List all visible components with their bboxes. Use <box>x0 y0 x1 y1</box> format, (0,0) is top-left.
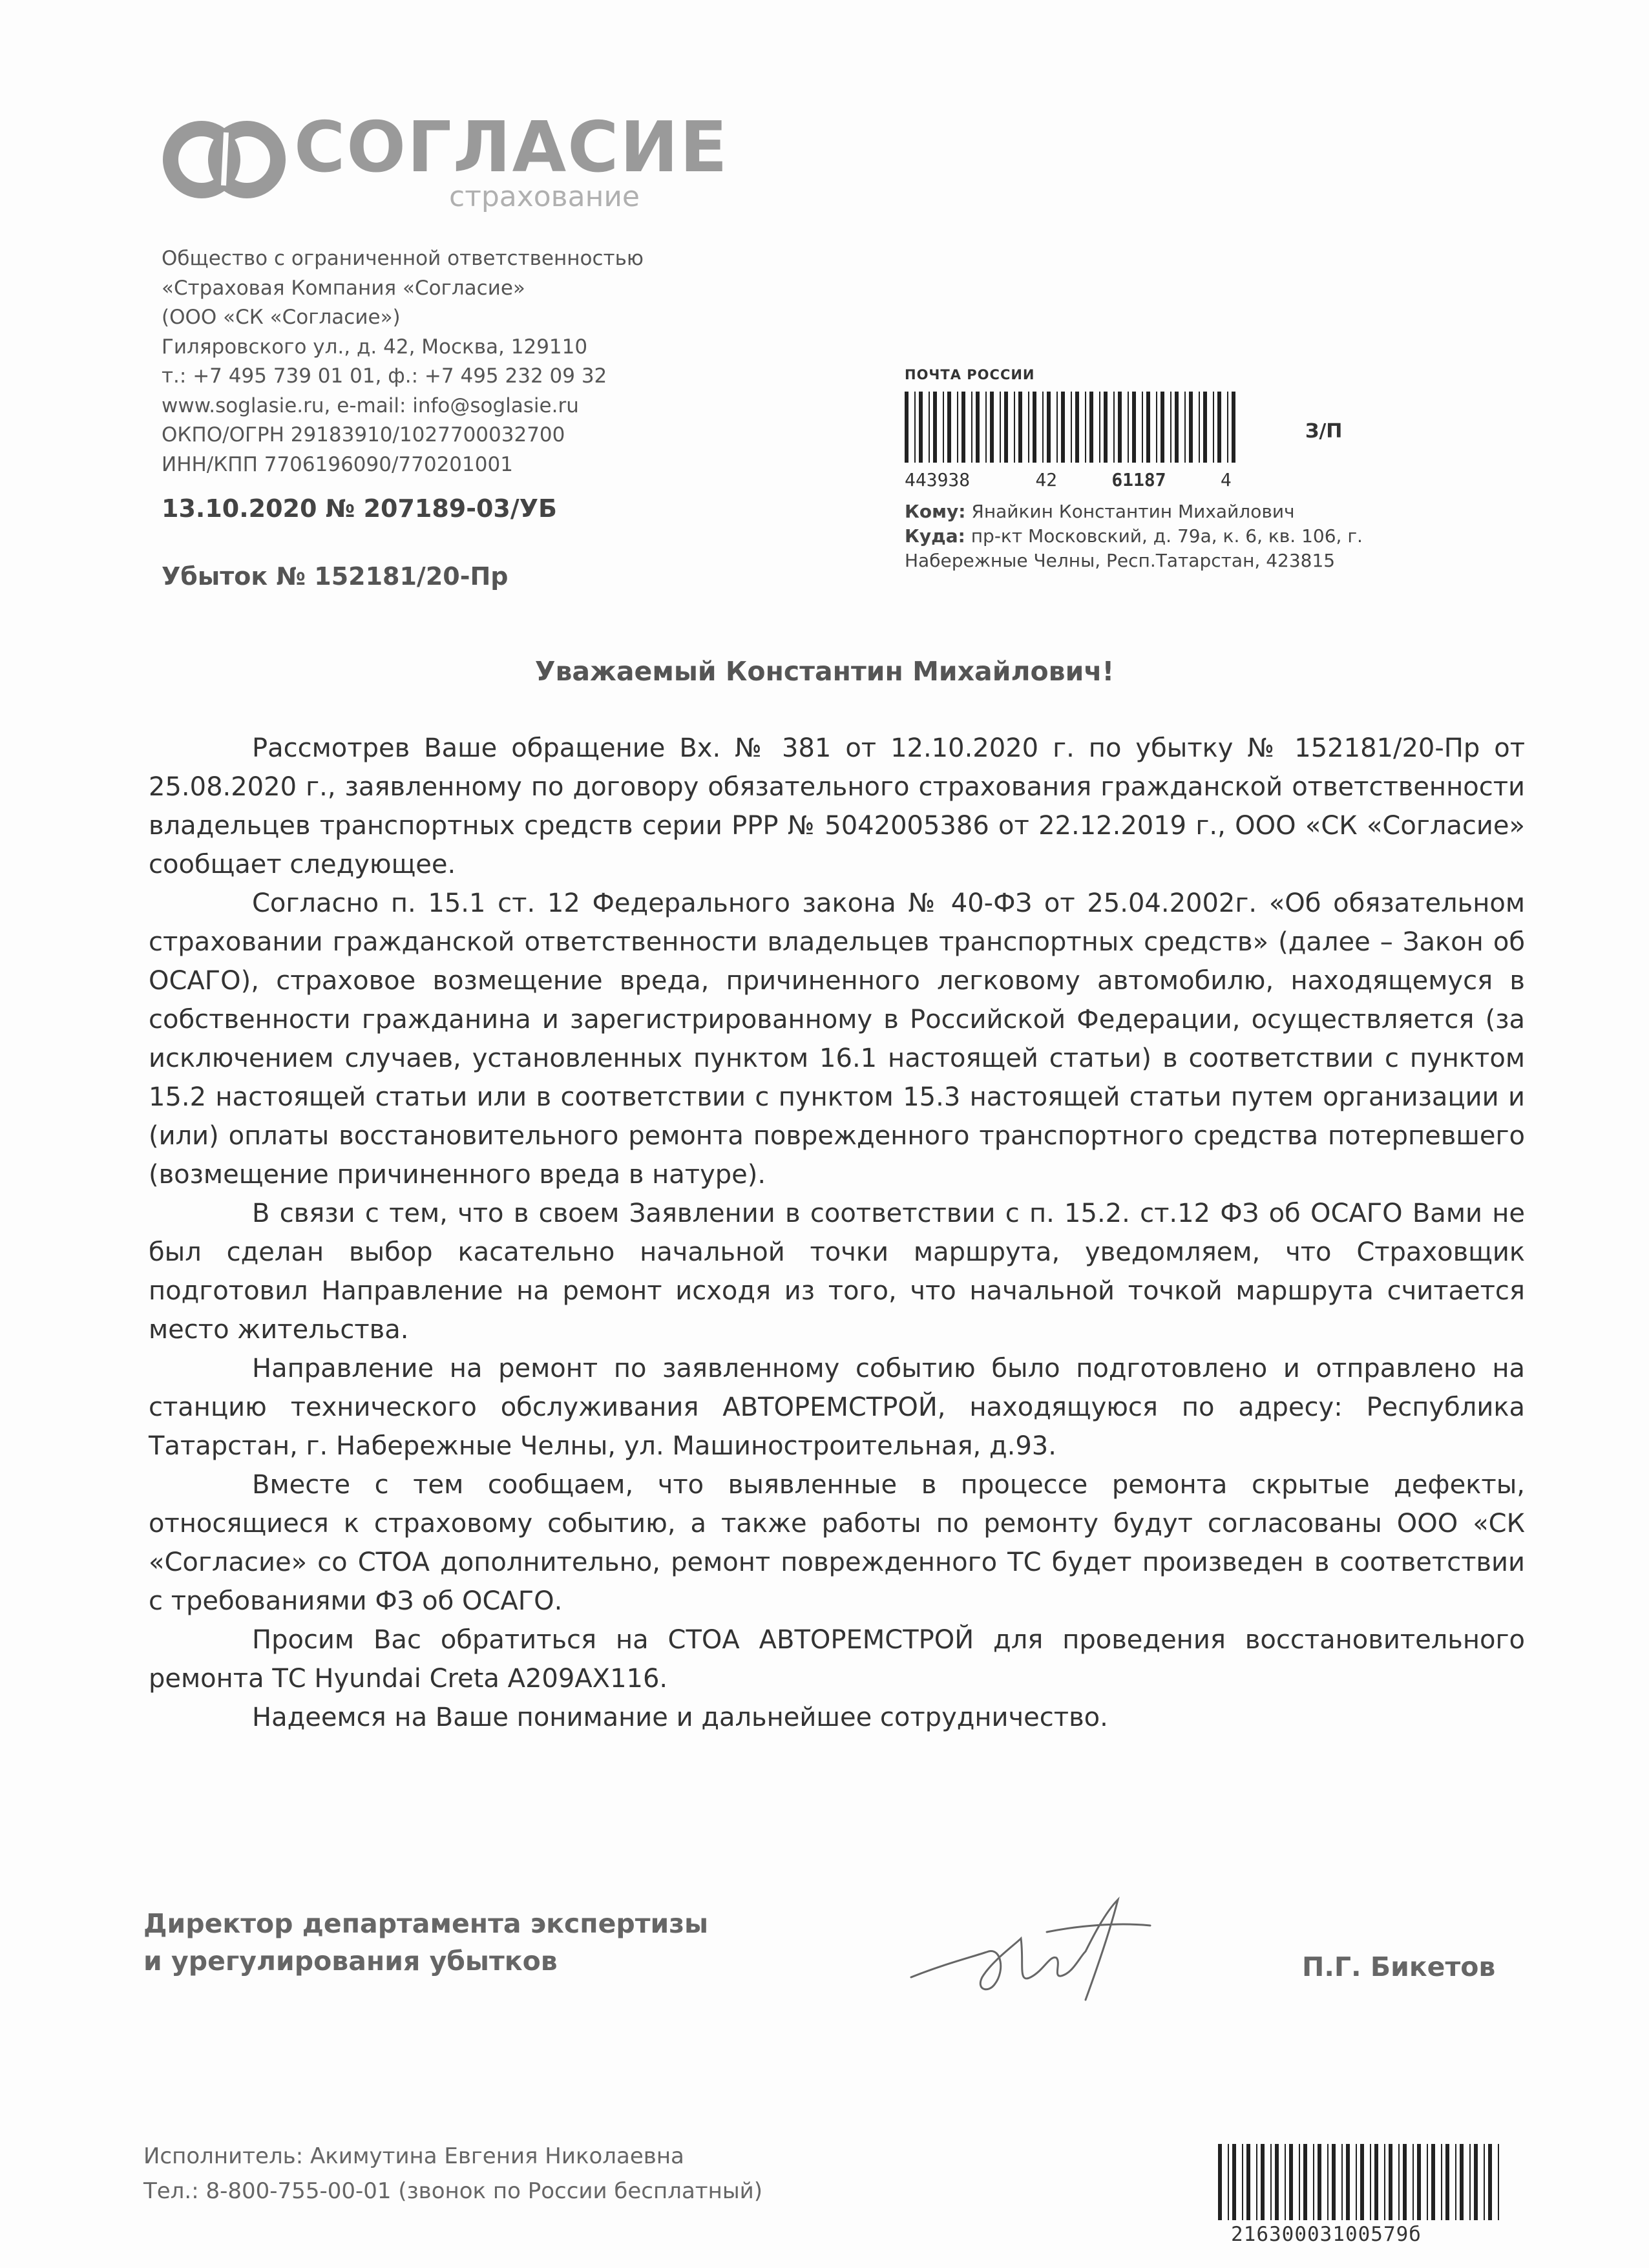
barcode-bar <box>1389 2144 1392 2220</box>
body-paragraph: Вместе с тем сообщаем, что выявленные в процессе ремонта скрытые дефекты, относящиеся к страховому событию, а также работы по ремонту будут согласованы ООО «СК «Согласие» со СТОА дополнительно, ремонт поврежденного ТС будет произведен в соответствии с требованиями ФЗ об ОСАГО. <box>149 1470 1525 1616</box>
barcode-bar <box>1232 2144 1236 2220</box>
barcode-bar <box>1071 392 1072 463</box>
barcode-bar <box>1156 392 1157 463</box>
sender-line: ОКПО/ОГРН 29183910/1027700032700 <box>162 423 565 446</box>
barcode-bar <box>1242 2144 1243 2220</box>
barcode-bar <box>1275 2144 1279 2220</box>
barcode-bar <box>914 392 916 463</box>
footer <box>143 2139 762 2209</box>
barcode-bar <box>1218 2144 1222 2220</box>
footer-barcode <box>1218 2144 1502 2220</box>
postal-code-part: 42 <box>1035 469 1058 490</box>
postal-code-part: 61187 <box>1111 469 1166 490</box>
barcode-bar <box>1184 392 1186 463</box>
barcode-bar <box>1318 2144 1321 2220</box>
barcode-bar <box>1360 2144 1364 2220</box>
barcode-bar <box>1427 2144 1428 2220</box>
sender-line: Общество с ограниченной ответственностью <box>162 247 644 270</box>
barcode-bar <box>1213 392 1214 463</box>
claim-number: Убыток № 152181/20-Пр <box>162 562 509 591</box>
signatory-title-line: и урегулирования убытков <box>143 1946 558 1977</box>
company-logo <box>162 107 729 216</box>
barcode-bar <box>1417 2144 1421 2220</box>
barcode-bar <box>1189 392 1193 463</box>
barcode-bar <box>1299 2144 1300 2220</box>
sender-line: Гиляровского ул., д. 42, Москва, 129110 <box>162 335 588 359</box>
sender-details <box>162 244 644 479</box>
barcode-bar <box>1175 392 1179 463</box>
postal-header: ПОЧТА РОССИИ <box>905 367 1035 383</box>
barcode-bar <box>957 392 958 463</box>
barcode-bar <box>1431 2144 1435 2220</box>
barcode-bar <box>1033 392 1036 463</box>
sender-line: www.soglasie.ru, e-mail: info@soglasie.ru <box>162 394 579 417</box>
barcode-bar <box>1289 2144 1293 2220</box>
barcode-bar <box>1199 392 1200 463</box>
barcode-bar <box>1469 2144 1471 2220</box>
signatory-name: П.Г. Бикетов <box>1302 1951 1496 1982</box>
barcode-bar <box>1474 2144 1478 2220</box>
barcode-bar <box>1413 2144 1414 2220</box>
barcode-bar <box>919 392 923 463</box>
logo-name: СОГЛАСИЕ <box>294 107 729 188</box>
recipient-address <box>905 499 1363 573</box>
phone: Тел.: 8-800-755-00-01 (звонок по России бесплатный) <box>143 2178 763 2204</box>
footer-barcode-number: 21630003100579б <box>1231 2223 1422 2246</box>
body-paragraph: Рассмотрев Ваше обращение Вх. № 381 от 12.10.2020 г. по убытку № 152181/20-Пр от 25.08.2020 г., заявленному по договору обязательного страхования гражданской ответственности владельцев транспортных средств серии РРР № 5042005386 от 22.12.2019 г., ООО «СК «Согласие» сообщает следующее. <box>149 733 1525 879</box>
postal-zp-label: З/П <box>1305 420 1343 443</box>
postal-code-part: 4 <box>1220 469 1232 490</box>
soglasie-logo-icon <box>162 113 291 216</box>
body-paragraph: Надеемся на Ваше понимание и дальнейшее сотрудничество. <box>252 1703 1108 1732</box>
to-label: Кому: <box>905 501 966 522</box>
barcode-bar <box>1441 2144 1442 2220</box>
barcode-bar <box>1146 392 1150 463</box>
barcode-bar <box>1370 2144 1371 2220</box>
barcode-bar <box>1161 392 1164 463</box>
sender-line: т.: +7 495 739 01 01, ф.: +7 495 232 09 32 <box>162 364 607 388</box>
barcode-bar <box>1118 392 1122 463</box>
executor: Исполнитель: Акимутина Евгения Николаевна <box>143 2143 684 2169</box>
barcode-bar <box>933 392 937 463</box>
address-line: Набережные Челны, Респ.Татарстан, 423815 <box>905 550 1336 571</box>
barcode-bar <box>1403 2144 1407 2220</box>
logo-subtitle: страхование <box>449 180 640 213</box>
barcode-bar <box>1099 392 1100 463</box>
barcode-bar <box>1142 392 1143 463</box>
barcode-bar <box>1346 2144 1350 2220</box>
document-number: 13.10.2020 № 207189-03/УБ <box>162 494 558 523</box>
barcode-bar <box>1128 392 1129 463</box>
barcode-bar <box>905 392 909 463</box>
barcode-bar <box>1075 392 1079 463</box>
barcode-bar <box>1085 392 1086 463</box>
barcode-bar <box>1028 392 1029 463</box>
barcode-bar <box>1104 392 1108 463</box>
recipient-name: Янайкин Константин Михайлович <box>971 501 1295 522</box>
sender-line: (ООО «СК «Согласие») <box>162 306 401 329</box>
barcode-bar <box>947 392 951 463</box>
sender-line: ИНН/КПП 7706196090/770201001 <box>162 452 513 476</box>
barcode-bar <box>1047 392 1051 463</box>
barcode-bar <box>990 392 994 463</box>
barcode-bar <box>943 392 944 463</box>
barcode-bar <box>1384 2144 1385 2220</box>
barcode-bar <box>1203 392 1207 463</box>
barcode-bar <box>971 392 972 463</box>
barcode-bar <box>1498 2144 1499 2220</box>
body-paragraph: Согласно п. 15.1 ст. 12 Федерального закона № 40-ФЗ от 25.04.2002г. «Об обязательном страховании гражданской ответственности владельцев транспортных средств» (далее – Закон об ОСАГО), страховое возмещение вреда, причиненного легковому автомобилю, находящемуся в собственности гражданина и зарегистрированному в Российской Федерации, осуществляется (за исключением случаев, установленных пунктом 16.1 настоящей статьи) в соответствии с пунктом 15.2 настоящей статьи или в соответствии с пунктом 15.3 настоящей статьи путем организации и (или) оплаты восстановительного ремонта поврежденного транспортного средства потерпевшего (возмещение причиненного вреда в натуре). <box>149 888 1525 1190</box>
barcode-bar <box>1484 2144 1485 2220</box>
barcode-bar <box>1270 2144 1272 2220</box>
greeting: Уважаемый Константин Михайлович! <box>534 656 1115 687</box>
signatory-title <box>143 1905 708 1980</box>
barcode-bar <box>1056 392 1058 463</box>
signatory-title-line: Директор департамента экспертизы <box>143 1908 709 1939</box>
body-paragraph: Просим Вас обратиться на СТОА АВТОРЕМСТРОЙ для проведения восстановительного ремонта ТС Hyundai Creta А209АХ116. <box>149 1625 1525 1694</box>
barcode-bar <box>1042 392 1044 463</box>
barcode-bar <box>1256 2144 1257 2220</box>
address-line: пр-кт Московский, д. 79а, к. 6, кв. 106, г. <box>971 525 1363 547</box>
barcode-bar <box>985 392 987 463</box>
postal-barcode <box>905 392 1241 463</box>
barcode-bar <box>1460 2144 1464 2220</box>
barcode-bar <box>1332 2144 1336 2220</box>
barcode-bar <box>961 392 965 463</box>
barcode-bar <box>1303 2144 1307 2220</box>
barcode-bar <box>1089 392 1093 463</box>
barcode-bar <box>1227 392 1228 463</box>
sender-line: «Страховая Компания «Согласие» <box>162 276 525 300</box>
postal-code <box>905 469 1232 490</box>
where-label: Куда: <box>905 525 965 547</box>
barcode-bar <box>1398 2144 1400 2220</box>
barcode-bar <box>1014 392 1015 463</box>
barcode-bar <box>1285 2144 1286 2220</box>
barcode-bar <box>1488 2144 1492 2220</box>
barcode-bar <box>1061 392 1065 463</box>
letter-body <box>149 729 1525 1737</box>
postal-code-part: 443938 <box>905 469 971 490</box>
barcode-bar <box>1228 2144 1229 2220</box>
barcode-bar <box>1445 2144 1449 2220</box>
barcode-bar <box>1000 392 1001 463</box>
barcode-bar <box>1261 2144 1265 2220</box>
barcode-bar <box>1217 392 1221 463</box>
body-paragraph: В связи с тем, что в своем Заявлении в соответствии с п. 15.2. ст.12 ФЗ об ОСАГО Вами не был сделан выбор касательно начальной точки маршрута, уведомляем, что Страховщик подготовил Направление на ремонт исходя из того, что начальной точкой маршрута считается место жительства. <box>149 1199 1525 1345</box>
barcode-bar <box>1113 392 1115 463</box>
barcode-bar <box>1004 392 1008 463</box>
barcode-bar <box>929 392 930 463</box>
barcode-bar <box>1246 2144 1250 2220</box>
barcode-bar <box>1232 392 1235 463</box>
barcode-bar <box>976 392 980 463</box>
barcode-bar <box>1132 392 1136 463</box>
postal-block <box>905 367 1422 490</box>
barcode-bar <box>1455 2144 1456 2220</box>
barcode-bar <box>1018 392 1022 463</box>
barcode-bar <box>1170 392 1171 463</box>
barcode-bar <box>1313 2144 1314 2220</box>
barcode-bar <box>1374 2144 1378 2220</box>
barcode-bar <box>1356 2144 1357 2220</box>
barcode-bar <box>1327 2144 1329 2220</box>
barcode-bar <box>1341 2144 1343 2220</box>
body-paragraph: Направление на ремонт по заявленному событию было подготовлено и отправлено на станцию технического обслуживания АВТОРЕМСТРОЙ, находящуюся по адресу: Республика Татарстан, г. Набережные Челны, ул. Машиностроительная, д.93. <box>149 1354 1525 1461</box>
handwritten-signature <box>892 1887 1189 2016</box>
